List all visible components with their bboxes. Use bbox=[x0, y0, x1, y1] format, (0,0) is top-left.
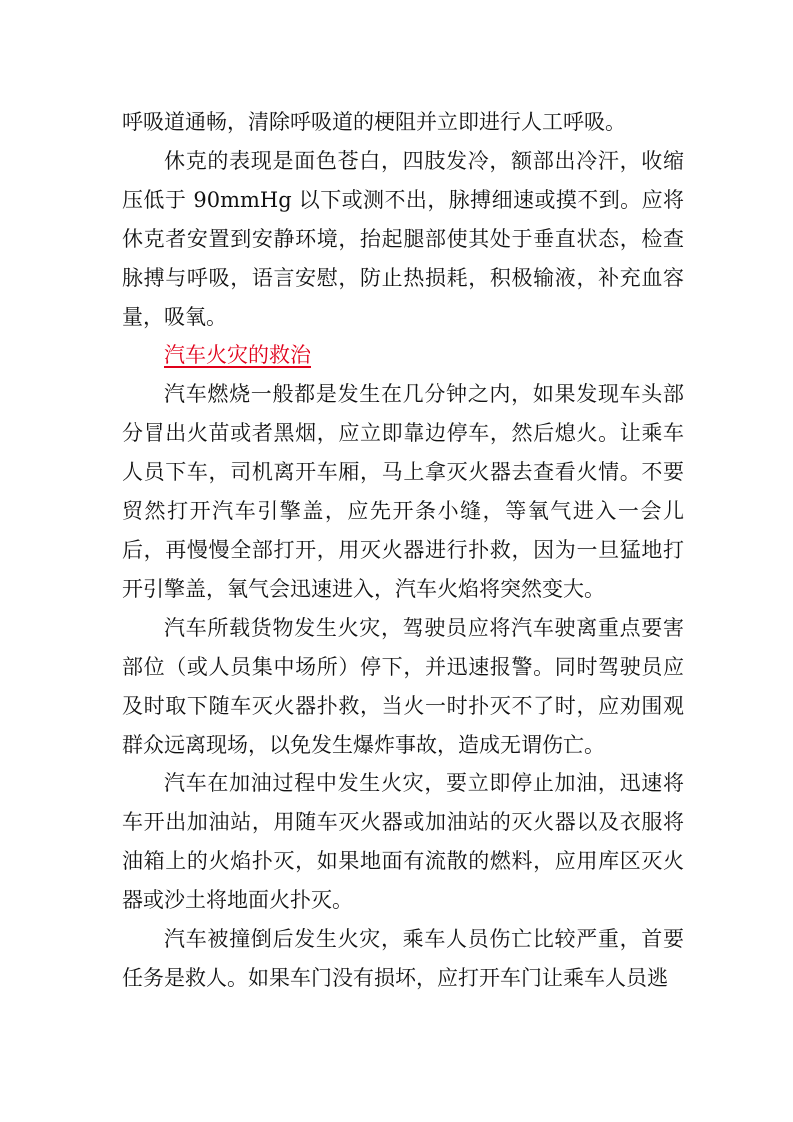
section-heading-car-fire: 汽车火灾的救治 bbox=[164, 343, 311, 368]
paragraph-car-burning: 汽车燃烧一般都是发生在几分钟之内，如果发现车头部分冒出火苗或者黑烟，应立即靠边停车，然后熄火。让乘车人员下车，司机离开车厢，马上拿灭火器去查看火情。不要贸然打开汽车引擎盖，应先开条小缝，等氧气进入一会儿后，再慢慢全部打开，用灭火器进行扑救，因为一旦猛地打开引擎盖，氧气会迅速进入，汽车火焰将突然变大。 bbox=[122, 382, 684, 601]
paragraph-refuel-fire: 汽车在加油过程中发生火灾，要立即停止加油，迅速将车开出加油站，用随车灭火器或加油站的灭火器以及衣服将油箱上的火焰扑灭，如果地面有流散的燃料，应用库区灭火器或沙土将地面火扑灭。 bbox=[122, 771, 684, 913]
paragraph-cargo-fire: 汽车所载货物发生火灾，驾驶员应将汽车驶离重点要害部位（或人员集中场所）停下，并迅速报警。同时驾驶员应及时取下随车灭火器扑救，当火一时扑灭不了时，应劝围观群众远离现场，以免发生爆炸事故，造成无谓伤亡。 bbox=[122, 615, 684, 757]
document-page bbox=[122, 103, 684, 998]
paragraph-shock: 休克的表现是面色苍白，四肢发冷，额部出冷汗，收缩压低于 90mmHg 以下或测不出，脉搏细速或摸不到。应将休克者安置到安静环境，抬起腿部使其处于垂直状态，检查脉搏与呼吸，语言安慰，防止热损耗，积极输液，补充血容量，吸氧。 bbox=[122, 148, 684, 329]
paragraph-airway: 呼吸道通畅，清除呼吸道的梗阻并立即进行人工呼吸。 bbox=[122, 110, 626, 134]
paragraph-collision-fire: 汽车被撞倒后发生火灾，乘车人员伤亡比较严重，首要任务是救人。如果车门没有损坏，应打开车门让乘车人员逃 bbox=[122, 927, 684, 990]
